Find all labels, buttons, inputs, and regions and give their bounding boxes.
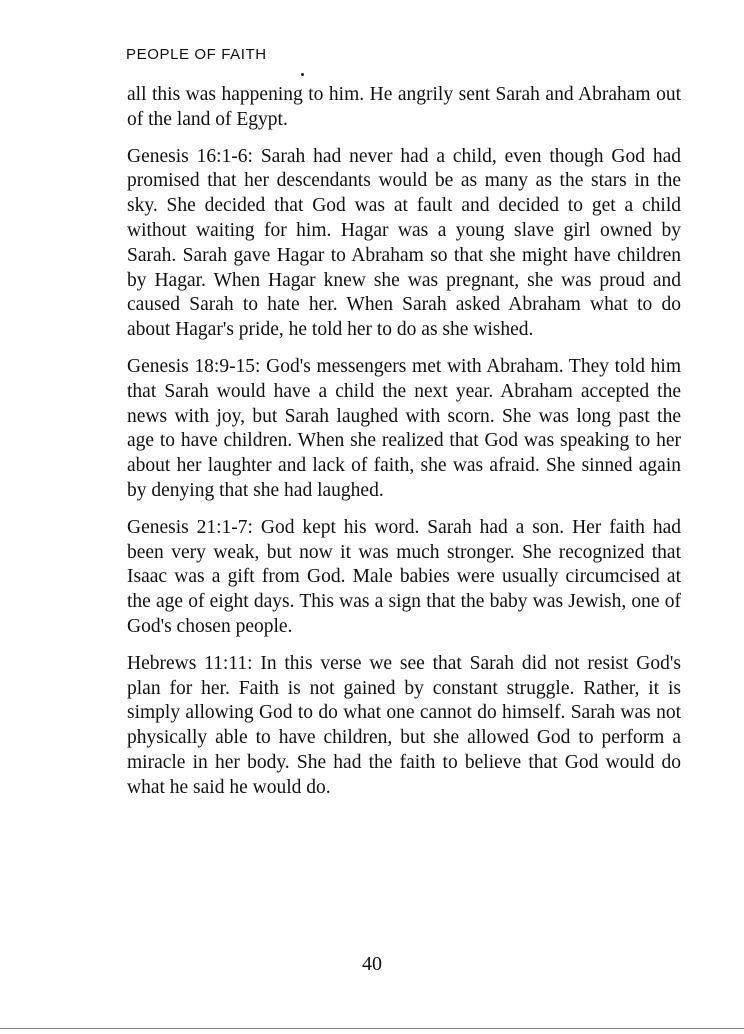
print-speck [301, 73, 304, 76]
body-text [127, 83, 681, 813]
paragraph-genesis-21: Genesis 21:1-7: God kept his word. Sarah had a son. Her faith had been very weak, but now it was much stronger. She recognized that Isaac was a gift from God. Male babies were usually circumcised at the age of eight days. This was a sign that the baby was Jewish, one of God's chosen people. [127, 516, 681, 637]
running-head: PEOPLE OF FAITH [126, 46, 267, 63]
paragraph-hebrews-11: Hebrews 11:11: In this verse we see that Sarah did not resist God's plan for her. Faith is not gained by constant struggle. Rather, it is simply allowing God to do what one cannot do himself. Sarah was not physically able to have children, but she allowed God to perform a miracle in her body. She had the faith to believe that God would do what he said he would do. [127, 652, 681, 798]
paragraph-genesis-16: Genesis 16:1-6: Sarah had never had a child, even though God had promised that her descendants would be as many as the stars in the sky. She decided that God was at fault and decided to get a child without waiting for him. Hagar was a young slave girl owned by Sarah. Sarah gave Hagar to Abraham so that she might have children by Hagar. When Hagar knew she was pregnant, she was proud and caused Sarah to hate her. When Sarah asked Abraham what to do about Hagar's pride, he told her to do as she wished. [127, 145, 681, 341]
bottom-rule [0, 1028, 744, 1029]
paragraph-genesis-18: Genesis 18:9-15: God's messengers met with Abraham. They told him that Sarah would have a child the next year. Abraham accepted the news with joy, but Sarah laughed with scorn. She was long past the age to have children. When she realized that God was speaking to her about her laughter and lack of faith, she was afraid. She sinned again by denying that she had laughed. [127, 355, 681, 501]
paragraph-continuation: all this was happening to him. He angrily sent Sarah and Abraham out of the land of Egypt. [127, 84, 681, 130]
page-number: 40 [362, 953, 382, 975]
